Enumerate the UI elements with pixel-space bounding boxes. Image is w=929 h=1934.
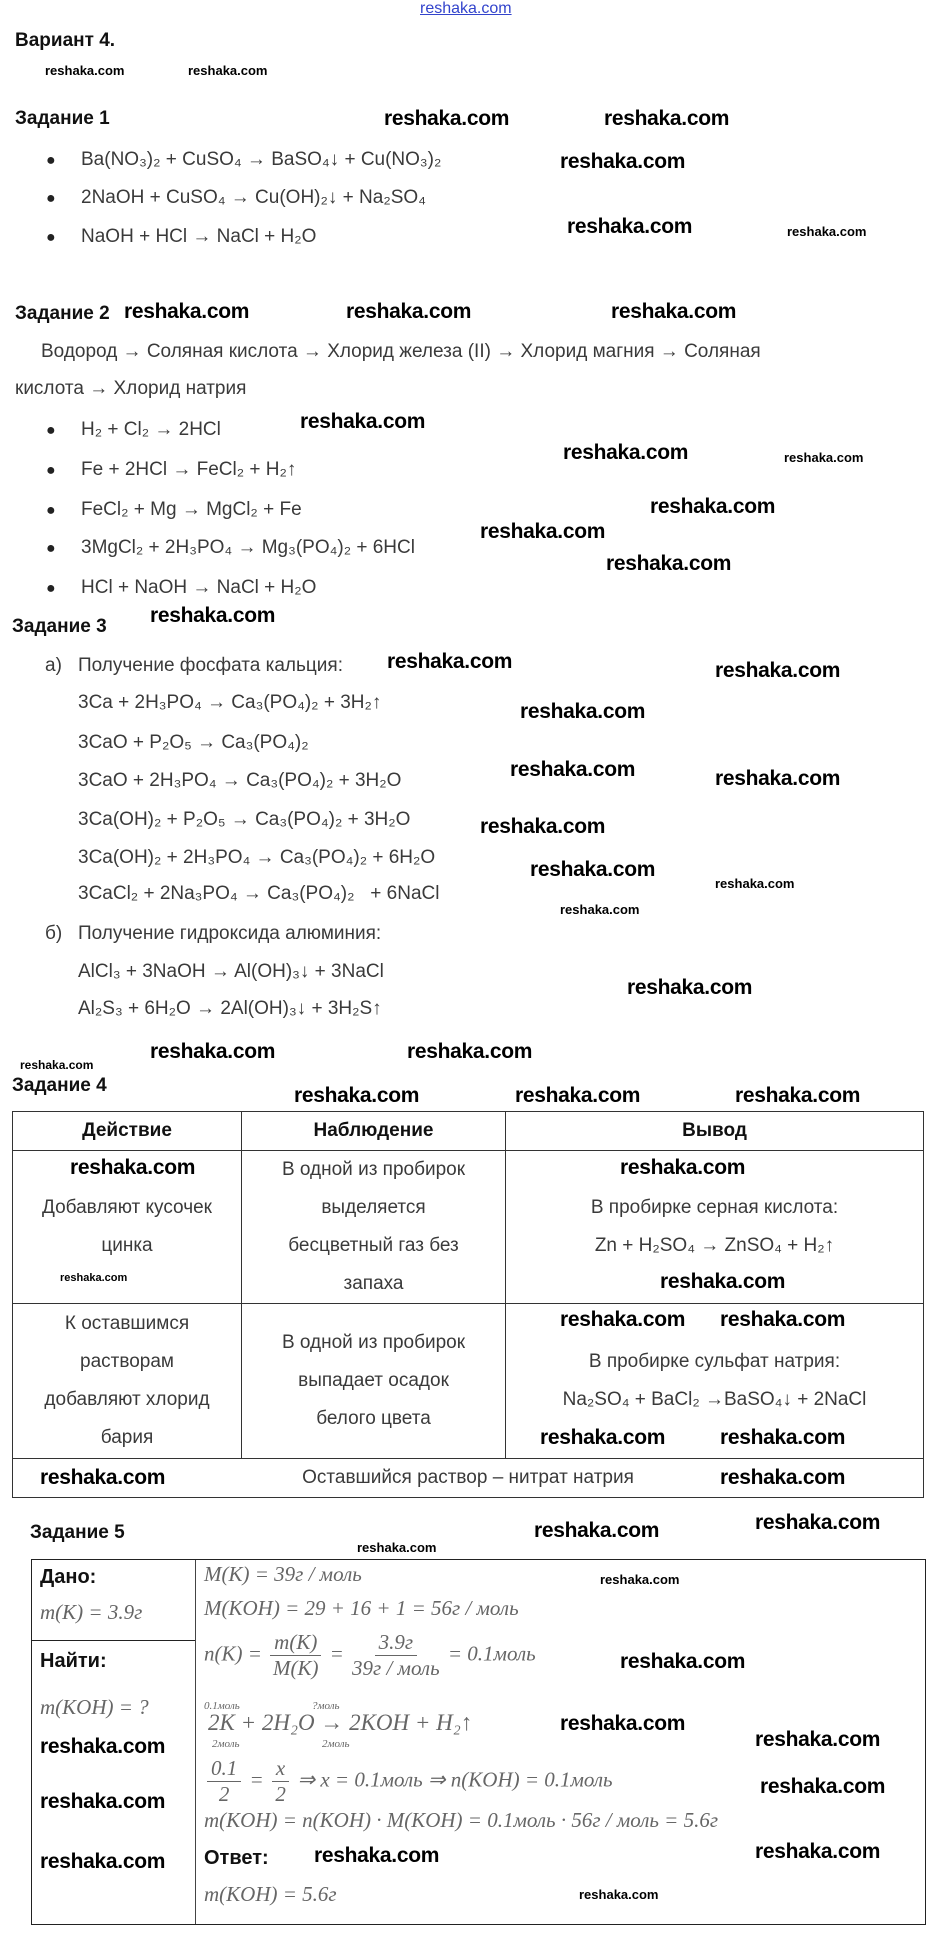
list-item: H₂ + Cl₂ → 2HCl <box>81 419 221 440</box>
annotation: 0.1моль <box>204 1700 240 1712</box>
watermark: reshaka.com <box>735 1084 861 1107</box>
table-header-row <box>13 1112 924 1151</box>
molar-mass-k: M(K) = 39г / моль <box>204 1562 362 1586</box>
watermark: reshaka.com <box>650 495 776 518</box>
bullet-icon: ● <box>46 190 56 207</box>
watermark: reshaka.com <box>294 1084 420 1107</box>
bullet-icon: ● <box>46 462 56 479</box>
watermark: reshaka.com <box>480 815 606 838</box>
given-value: m(K) = 3.9г <box>40 1600 143 1624</box>
equation: 3Ca + 2H₃PO₄ → Ca₃(PO₄)₂ + 3H₂↑ <box>78 692 382 713</box>
watermark: reshaka.com <box>510 758 636 781</box>
proportion: $\frac{0.1}{2}$ = $\frac{x}{2}$ ⇒ x = 0.1моль ⇒ n(KOH) = 0.1моль <box>204 1756 613 1807</box>
footer-cell: Оставшийся раствор – нитрат натрия <box>13 1459 924 1498</box>
equation: 3CaO + 2H₃PO₄ → Ca₃(PO₄)₂ + 3H₂O <box>78 770 402 791</box>
watermark: reshaka.com <box>579 1887 659 1902</box>
equation: 3Ca(OH)₂ + 2H₃PO₄ → Ca₃(PO₄)₂ + 6H₂O <box>78 847 436 868</box>
task3-heading: Задание 3 <box>12 616 107 637</box>
list-item: NaOH + HCl → NaCl + H₂O <box>81 226 317 247</box>
task1-heading: Задание 1 <box>15 108 110 129</box>
watermark: reshaka.com <box>660 1270 786 1293</box>
watermark: reshaka.com <box>627 976 753 999</box>
watermark: reshaka.com <box>620 1650 746 1673</box>
molar-mass-koh: M(KOH) = 29 + 16 + 1 = 56г / моль <box>204 1596 519 1620</box>
watermark: reshaka.com <box>515 1084 641 1107</box>
watermark: reshaka.com <box>760 1775 886 1798</box>
watermark: reshaka.com <box>407 1040 533 1063</box>
watermark: reshaka.com <box>40 1790 166 1813</box>
action-cell: К оставшимся растворам добавляют хлорид бария <box>13 1304 242 1459</box>
chain-line: Водород → Соляная кислота → Хлорид железа (II) → Хлорид магния → Соляная <box>41 341 761 362</box>
watermark: reshaka.com <box>560 1712 686 1735</box>
list-item: HCl + NaOH → NaCl + H₂O <box>81 577 317 598</box>
answer-value: m(KOH) = 5.6г <box>204 1882 337 1906</box>
column-header: Вывод <box>506 1112 924 1151</box>
watermark: reshaka.com <box>720 1308 846 1331</box>
watermark: reshaka.com <box>563 441 689 464</box>
conclusion-cell: В пробирке сульфат натрия: Na₂SO₄ + BaCl₂ →BaSO₄↓ + 2NaCl <box>506 1304 924 1459</box>
task5-heading: Задание 5 <box>30 1522 125 1543</box>
watermark: reshaka.com <box>787 224 867 239</box>
watermark: reshaka.com <box>560 1308 686 1331</box>
bullet-icon: ● <box>46 422 56 439</box>
list-item: Ba(NO₃)₂ + CuSO₄ → BaSO₄↓ + Cu(NO₃)₂ <box>81 149 442 170</box>
watermark: reshaka.com <box>150 604 276 627</box>
watermark: reshaka.com <box>150 1040 276 1063</box>
bullet-icon: ● <box>46 229 56 246</box>
watermark: reshaka.com <box>60 1272 128 1284</box>
watermark: reshaka.com <box>720 1466 846 1489</box>
action-cell: Добавляют кусочек цинка <box>13 1151 242 1304</box>
reaction-equation: 2K + 2H₂O → 2KOH + H₂↑ <box>208 1710 473 1735</box>
equation: 3CaCl₂ + 2Na₃PO₄ → Ca₃(PO₄)₂ + 6NaCl <box>78 883 440 904</box>
find-label: Найти: <box>40 1650 107 1672</box>
observation-cell: В одной из пробирок выпадает осадок белого цвета <box>242 1304 506 1459</box>
list-item: 3MgCl₂ + 2H₃PO₄ → Mg₃(PO₄)₂ + 6HCl <box>81 537 415 558</box>
given-label: Дано: <box>40 1566 97 1588</box>
watermark: reshaka.com <box>188 63 268 78</box>
item-marker: а) <box>45 655 62 676</box>
watermark: reshaka.com <box>720 1426 846 1449</box>
observation-cell: В одной из пробирок выделяется бесцветный газ без запаха <box>242 1151 506 1304</box>
watermark: reshaka.com <box>600 1572 680 1587</box>
watermark: reshaka.com <box>314 1844 440 1867</box>
equation: AlCl₃ + 3NaOH → Al(OH)₃↓ + 3NaCl <box>78 961 384 982</box>
list-item: Fe + 2HCl → FeCl₂ + H₂↑ <box>81 459 297 480</box>
equation: 3Ca(OH)₂ + P₂O₅ → Ca₃(PO₄)₂ + 3H₂O <box>78 809 411 830</box>
watermark: reshaka.com <box>520 700 646 723</box>
annotation: 2моль <box>212 1738 240 1750</box>
subtask-title: Получение фосфата кальция: <box>78 655 343 676</box>
bullet-icon: ● <box>46 580 56 597</box>
watermark: reshaka.com <box>300 410 426 433</box>
watermark: reshaka.com <box>755 1728 881 1751</box>
watermark: reshaka.com <box>560 150 686 173</box>
conclusion-cell: В пробирке серная кислота: Zn + H₂SO₄ → ZnSO₄ + H₂↑ <box>506 1151 924 1304</box>
watermark: reshaka.com <box>606 552 732 575</box>
watermark: reshaka.com <box>560 902 640 917</box>
moles-k: n(K) = $\frac{m(K)}{M(K)}$ = $\frac{3.9г}{\text{39г / моль}}$ = 0.1моль <box>204 1630 536 1680</box>
answer-label: Ответ: <box>204 1847 269 1869</box>
watermark: reshaka.com <box>755 1840 881 1863</box>
mass-koh-calc: m(KOH) = n(KOH) · M(KOH) = 0.1моль · 56г / моль = 5.6г <box>204 1808 719 1832</box>
watermark: reshaka.com <box>45 63 125 78</box>
equation: 3CaO + P₂O₅ → Ca₃(PO₄)₂ <box>78 732 309 753</box>
watermark: reshaka.com <box>384 107 510 130</box>
task4-heading: Задание 4 <box>12 1075 107 1096</box>
watermark: reshaka.com <box>715 659 841 682</box>
watermark: reshaka.com <box>604 107 730 130</box>
column-header: Наблюдение <box>242 1112 506 1151</box>
bullet-icon: ● <box>46 540 56 557</box>
divider <box>32 1640 195 1641</box>
watermark: reshaka.com <box>346 300 472 323</box>
chain-line: кислота → Хлорид натрия <box>15 378 247 399</box>
watermark: reshaka.com <box>715 767 841 790</box>
task2-heading: Задание 2 <box>15 303 110 324</box>
watermark: reshaka.com <box>40 1850 166 1873</box>
watermark: reshaka.com <box>715 876 795 891</box>
list-item: FeCl₂ + Mg → MgCl₂ + Fe <box>81 499 302 520</box>
watermark: reshaka.com <box>530 858 656 881</box>
item-marker: б) <box>45 923 63 944</box>
watermark: reshaka.com <box>534 1519 660 1542</box>
equation: Al₂S₃ + 6H₂O → 2Al(OH)₃↓ + 3H₂S↑ <box>78 998 382 1019</box>
column-header: Действие <box>13 1112 242 1151</box>
find-value: m(KOH) = ? <box>40 1695 149 1719</box>
watermark: reshaka.com <box>620 1156 746 1179</box>
variant-title: Вариант 4. <box>15 30 116 51</box>
site-link[interactable]: reshaka.com <box>420 0 512 17</box>
watermark: reshaka.com <box>784 450 864 465</box>
watermark: reshaka.com <box>611 300 737 323</box>
watermark: reshaka.com <box>387 650 513 673</box>
watermark: reshaka.com <box>357 1540 437 1555</box>
watermark: reshaka.com <box>70 1156 196 1179</box>
watermark: reshaka.com <box>480 520 606 543</box>
divider <box>195 1560 196 1924</box>
bullet-icon: ● <box>46 502 56 519</box>
watermark: reshaka.com <box>124 300 250 323</box>
watermark: reshaka.com <box>755 1511 881 1534</box>
watermark: reshaka.com <box>40 1466 166 1489</box>
list-item: 2NaOH + CuSO₄ → Cu(OH)₂↓ + Na₂SO₄ <box>81 187 426 208</box>
bullet-icon: ● <box>46 152 56 169</box>
watermark: reshaka.com <box>40 1735 166 1758</box>
watermark: reshaka.com <box>20 1058 94 1072</box>
watermark: reshaka.com <box>567 215 693 238</box>
watermark: reshaka.com <box>540 1426 666 1449</box>
subtask-title: Получение гидроксида алюминия: <box>78 923 382 944</box>
annotation: ?моль <box>312 1700 340 1712</box>
annotation: 2моль <box>322 1738 350 1750</box>
